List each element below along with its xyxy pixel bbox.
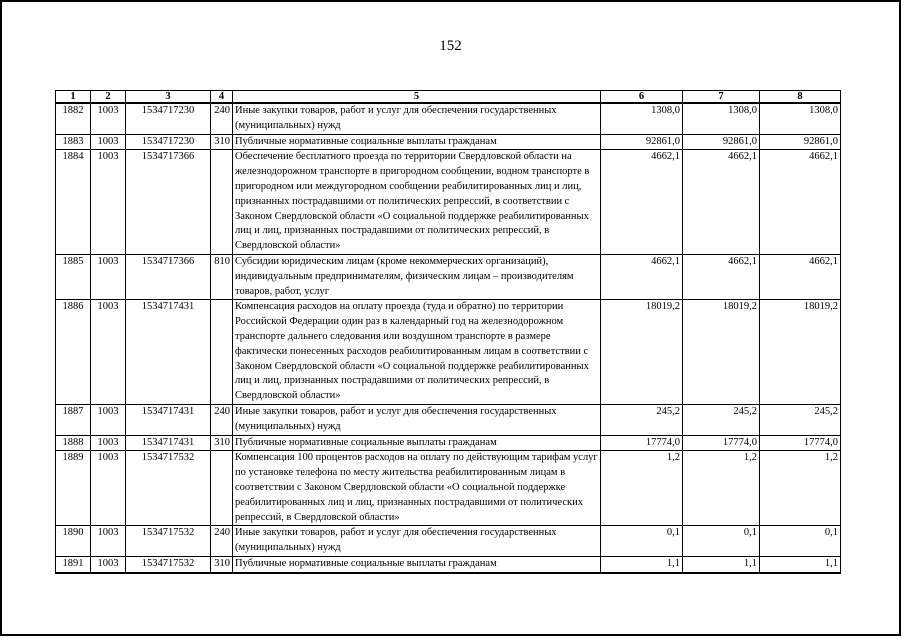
- amount-cell: 245,2: [760, 404, 841, 435]
- expense-type-cell: [211, 300, 233, 405]
- amount-cell: 92861,0: [601, 134, 683, 150]
- expense-type-cell: 240: [211, 404, 233, 435]
- target-article-cell: 1534717230: [126, 134, 211, 150]
- target-article-cell: 1534717431: [126, 404, 211, 435]
- description-cell: Обеспечение бесплатного проезда по территории Свердловской области на железнодорожном транспорте в пригородном сообщении, водном транспорте в пригородном или междугородном сообщении реабилитированных лиц и лиц, признанных пострадавшими от политических репрессий, в соответствии с Законом Свердловской области «О социальной поддержке реабилитированных лиц и лиц, признанных пострадавшими от политических репрессий, в Свердловской области»: [233, 150, 601, 255]
- target-article-cell: 1534717366: [126, 254, 211, 299]
- section-code-cell: 1003: [91, 300, 126, 405]
- amount-cell: 1308,0: [760, 103, 841, 134]
- amount-cell: 18019,2: [601, 300, 683, 405]
- amount-cell: 18019,2: [760, 300, 841, 405]
- description-cell: Компенсация 100 процентов расходов на оплату по действующим тарифам услуг по установке телефона по месту жительства реабилитированным лицам в соответствии с Законом Свердловской области «О социальной поддержке реабилитированных лиц и лиц, признанных пострадавшими от политических репрессий, в Свердловской области»: [233, 451, 601, 526]
- section-code-cell: 1003: [91, 526, 126, 557]
- table-row: [56, 526, 841, 557]
- amount-cell: 4662,1: [683, 150, 760, 255]
- column-header: 4: [211, 91, 233, 104]
- table-row: [56, 134, 841, 150]
- table-header-row: [56, 91, 841, 104]
- amount-cell: 1,2: [601, 451, 683, 526]
- table-row: [56, 556, 841, 572]
- column-header: 5: [233, 91, 601, 104]
- amount-cell: 18019,2: [683, 300, 760, 405]
- amount-cell: 1,1: [760, 556, 841, 572]
- target-article-cell: 1534717431: [126, 435, 211, 451]
- description-cell: Иные закупки товаров, работ и услуг для обеспечения государственных (муниципальных) нужд: [233, 103, 601, 134]
- table-row: [56, 103, 841, 134]
- expense-type-cell: 240: [211, 103, 233, 134]
- amount-cell: 4662,1: [601, 150, 683, 255]
- column-header: 2: [91, 91, 126, 104]
- amount-cell: 92861,0: [760, 134, 841, 150]
- amount-cell: 1308,0: [601, 103, 683, 134]
- amount-cell: 4662,1: [760, 150, 841, 255]
- amount-cell: 1,1: [601, 556, 683, 572]
- row-number-cell: 1886: [56, 300, 91, 405]
- column-header: 6: [601, 91, 683, 104]
- budget-table: [55, 90, 841, 574]
- description-cell: Компенсация расходов на оплату проезда (туда и обратно) по территории Российской Федерации один раз в календарный год на железнодорожном транспорте дальнего следования или воздушном транспорте в размере фактически понесенных расходов реабилитированным лицам в соответствии с Законом Свердловской области «О социальной поддержке реабилитированных лиц и лиц, признанных пострадавшими от политических репрессий, в Свердловской области»: [233, 300, 601, 405]
- amount-cell: 4662,1: [601, 254, 683, 299]
- amount-cell: 0,1: [601, 526, 683, 557]
- description-cell: Публичные нормативные социальные выплаты гражданам: [233, 435, 601, 451]
- column-header: 8: [760, 91, 841, 104]
- expense-type-cell: 310: [211, 435, 233, 451]
- section-code-cell: 1003: [91, 254, 126, 299]
- expense-type-cell: 240: [211, 526, 233, 557]
- row-number-cell: 1887: [56, 404, 91, 435]
- amount-cell: 17774,0: [601, 435, 683, 451]
- amount-cell: 1,2: [760, 451, 841, 526]
- table-row: [56, 254, 841, 299]
- target-article-cell: 1534717230: [126, 103, 211, 134]
- amount-cell: 17774,0: [760, 435, 841, 451]
- target-article-cell: 1534717532: [126, 556, 211, 572]
- section-code-cell: 1003: [91, 435, 126, 451]
- row-number-cell: 1883: [56, 134, 91, 150]
- description-cell: Публичные нормативные социальные выплаты гражданам: [233, 134, 601, 150]
- amount-cell: 4662,1: [683, 254, 760, 299]
- amount-cell: 17774,0: [683, 435, 760, 451]
- amount-cell: 245,2: [601, 404, 683, 435]
- expense-type-cell: [211, 150, 233, 255]
- column-header: 1: [56, 91, 91, 104]
- description-cell: Иные закупки товаров, работ и услуг для обеспечения государственных (муниципальных) нужд: [233, 526, 601, 557]
- expense-type-cell: [211, 451, 233, 526]
- page-number: 152: [439, 38, 462, 54]
- amount-cell: 0,1: [683, 526, 760, 557]
- row-number-cell: 1885: [56, 254, 91, 299]
- expense-type-cell: 810: [211, 254, 233, 299]
- section-code-cell: 1003: [91, 103, 126, 134]
- table-row: [56, 451, 841, 526]
- section-code-cell: 1003: [91, 150, 126, 255]
- row-number-cell: 1889: [56, 451, 91, 526]
- description-cell: Иные закупки товаров, работ и услуг для обеспечения государственных (муниципальных) нужд: [233, 404, 601, 435]
- row-number-cell: 1890: [56, 526, 91, 557]
- target-article-cell: 1534717532: [126, 526, 211, 557]
- section-code-cell: 1003: [91, 556, 126, 572]
- row-number-cell: 1888: [56, 435, 91, 451]
- table-body: [56, 103, 841, 573]
- target-article-cell: 1534717366: [126, 150, 211, 255]
- description-cell: Субсидии юридическим лицам (кроме некоммерческих организаций), индивидуальным предпринимателям, физическим лицам – производителям товаров, работ, услуг: [233, 254, 601, 299]
- expense-type-cell: 310: [211, 134, 233, 150]
- expense-type-cell: 310: [211, 556, 233, 572]
- section-code-cell: 1003: [91, 404, 126, 435]
- amount-cell: 92861,0: [683, 134, 760, 150]
- amount-cell: 245,2: [683, 404, 760, 435]
- description-cell: Публичные нормативные социальные выплаты гражданам: [233, 556, 601, 572]
- row-number-cell: 1891: [56, 556, 91, 572]
- target-article-cell: 1534717532: [126, 451, 211, 526]
- amount-cell: 4662,1: [760, 254, 841, 299]
- table-row: [56, 435, 841, 451]
- target-article-cell: 1534717431: [126, 300, 211, 405]
- amount-cell: 1,2: [683, 451, 760, 526]
- section-code-cell: 1003: [91, 134, 126, 150]
- row-number-cell: 1882: [56, 103, 91, 134]
- table-row: [56, 150, 841, 255]
- section-code-cell: 1003: [91, 451, 126, 526]
- amount-cell: 1308,0: [683, 103, 760, 134]
- column-header: 3: [126, 91, 211, 104]
- table-row: [56, 300, 841, 405]
- table-row: [56, 404, 841, 435]
- amount-cell: 1,1: [683, 556, 760, 572]
- column-header: 7: [683, 91, 760, 104]
- row-number-cell: 1884: [56, 150, 91, 255]
- amount-cell: 0,1: [760, 526, 841, 557]
